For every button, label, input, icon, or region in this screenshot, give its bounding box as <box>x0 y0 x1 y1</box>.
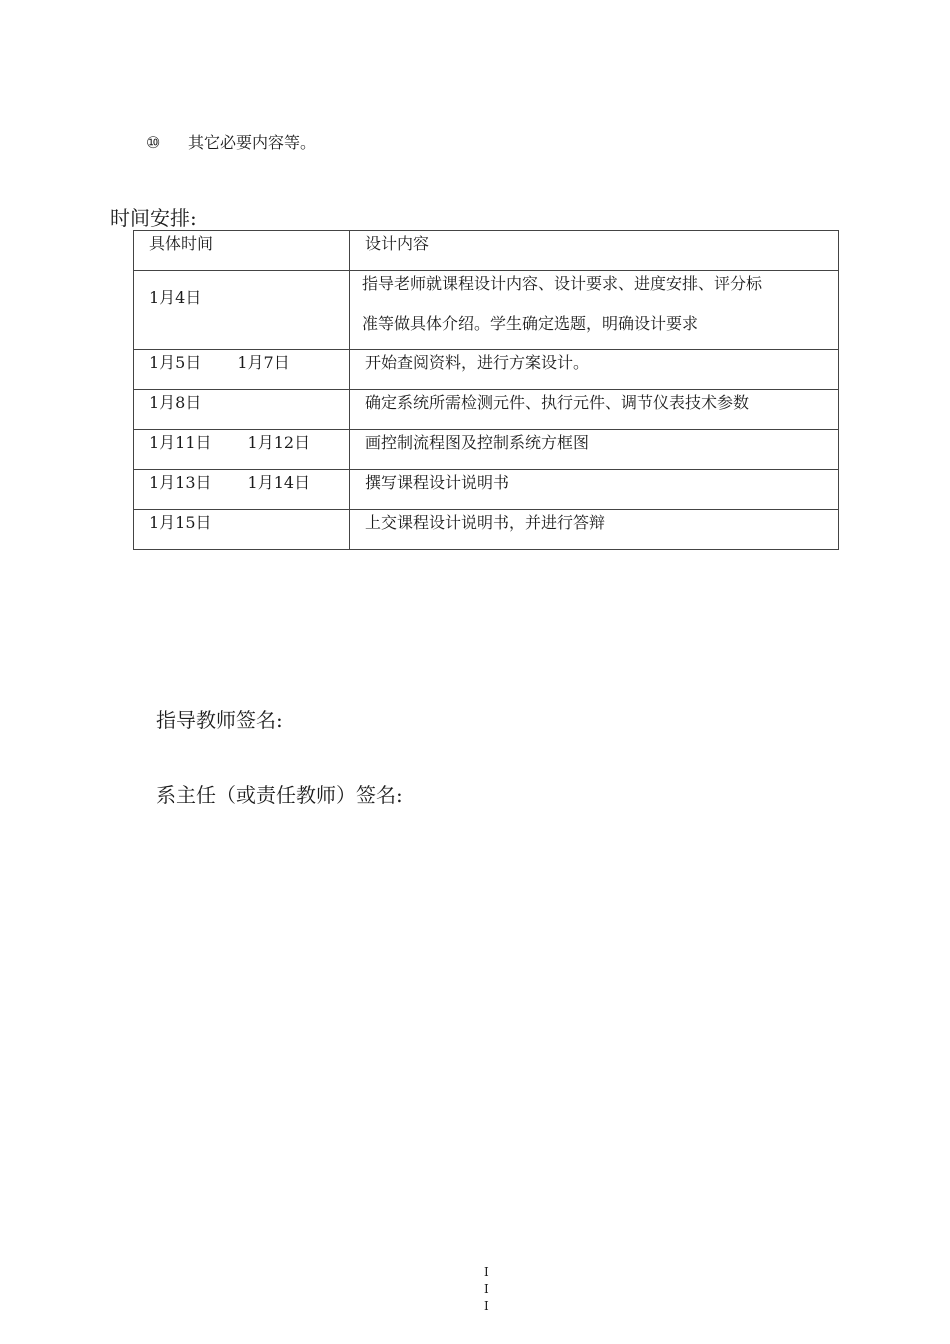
content-cell: 上交课程设计说明书，并进行答辩 <box>350 510 839 550</box>
date-start: 1月11日 <box>149 433 212 452</box>
date-cell <box>134 470 350 510</box>
content-cell <box>350 271 839 350</box>
header-time: 具体时间 <box>134 231 350 271</box>
date-start: 1月5日 <box>149 353 202 372</box>
page-number-char: I <box>484 1265 489 1279</box>
page-number-char: I <box>484 1299 489 1313</box>
page-number-char: I <box>484 1282 489 1296</box>
table-row <box>134 271 839 350</box>
schedule-table <box>133 230 839 550</box>
date-end: 1月7日 <box>237 353 290 372</box>
date-cell <box>134 350 350 390</box>
date-cell <box>134 430 350 470</box>
content-line-2: 准等做具体介绍。学生确定选题，明确设计要求 <box>362 314 699 333</box>
table-header-row <box>134 231 839 271</box>
table-row <box>134 470 839 510</box>
item-number: ⑩ <box>146 133 161 152</box>
content-cell: 撰写课程设计说明书 <box>350 470 839 510</box>
date-cell <box>134 271 350 350</box>
header-content: 设计内容 <box>350 231 839 271</box>
date-end: 1月14日 <box>247 473 311 492</box>
content-cell: 开始查阅资料，进行方案设计。 <box>350 350 839 390</box>
date-start: 1月8日 <box>149 393 202 412</box>
page-number <box>484 1264 489 1315</box>
advisor-signature-label: 指导教师签名: <box>156 708 283 732</box>
director-signature-label: 系主任（或责任教师）签名: <box>156 783 403 807</box>
date-cell <box>134 390 350 430</box>
date-cell <box>134 510 350 550</box>
content-cell: 画控制流程图及控制系统方框图 <box>350 430 839 470</box>
date-start: 1月4日 <box>149 288 202 307</box>
content-line-1: 指导老师就课程设计内容、设计要求、进度安排、评分标 <box>362 274 763 293</box>
table-row <box>134 510 839 550</box>
section-title: 时间安排: <box>110 206 197 230</box>
date-start: 1月15日 <box>149 513 212 532</box>
table-row <box>134 350 839 390</box>
content-cell: 确定系统所需检测元件、执行元件、调节仪表技术参数 <box>350 390 839 430</box>
item-text: 其它必要内容等。 <box>188 133 317 152</box>
table-row <box>134 430 839 470</box>
date-start: 1月13日 <box>149 473 212 492</box>
table-row <box>134 390 839 430</box>
date-end: 1月12日 <box>247 433 311 452</box>
list-item-10 <box>146 130 316 153</box>
